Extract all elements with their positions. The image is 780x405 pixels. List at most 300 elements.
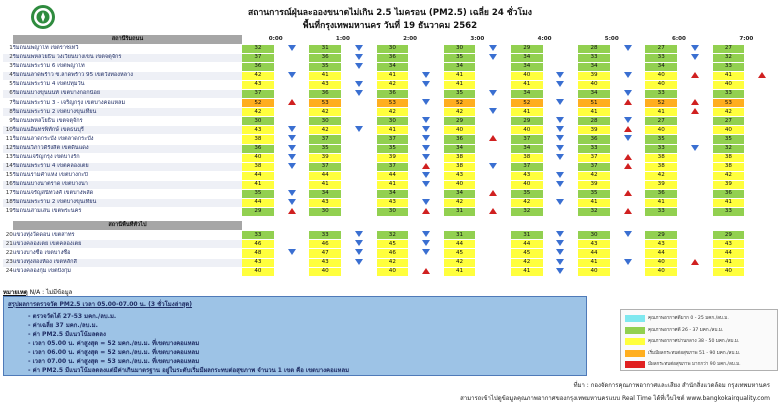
time-header: 1:00 bbox=[309, 35, 376, 45]
trend-cell bbox=[610, 45, 646, 54]
pm25-value: 40 bbox=[578, 267, 610, 276]
pm25-value: 32 bbox=[713, 144, 745, 153]
pm25-value: 36 bbox=[242, 144, 274, 153]
pm25-value: 30 bbox=[578, 231, 610, 240]
legend-label: คุณภาพอากาศดี 26 - 37 มคก./ลบ.ม. bbox=[648, 327, 724, 333]
pm25-value: 41 bbox=[377, 180, 409, 189]
pm25-value: 37 bbox=[578, 162, 610, 171]
pm25-value: 45 bbox=[511, 249, 543, 258]
trend-cell bbox=[274, 81, 310, 90]
trend-cell bbox=[610, 99, 646, 108]
pm25-value: 36 bbox=[377, 90, 409, 99]
pm25-value: 41 bbox=[713, 258, 745, 267]
pm25-value: 42 bbox=[377, 258, 409, 267]
pm25-value: 35 bbox=[511, 189, 543, 198]
pm25-value: 41 bbox=[645, 108, 677, 117]
station-row bbox=[3, 162, 780, 171]
trend-cell bbox=[475, 162, 511, 171]
report-header bbox=[0, 0, 780, 32]
station-row bbox=[3, 249, 780, 258]
time-header: 7:00 bbox=[713, 35, 780, 45]
pm25-value: 34 bbox=[444, 63, 476, 72]
trend-down-icon bbox=[288, 135, 296, 141]
station-name: แขวงบางซื่อ เขตบางซื่อ bbox=[13, 249, 242, 258]
trend-up-icon bbox=[288, 208, 296, 214]
trend-cell bbox=[610, 117, 646, 126]
trend-cell bbox=[610, 72, 646, 81]
trend-down-icon bbox=[624, 90, 632, 96]
station-row bbox=[3, 126, 780, 135]
station-no: 22 bbox=[3, 249, 13, 258]
trend-up-icon bbox=[489, 190, 497, 196]
station-row bbox=[3, 135, 780, 144]
trend-down-icon bbox=[355, 63, 363, 69]
trend-cell bbox=[274, 108, 310, 117]
trend-cell bbox=[341, 144, 377, 153]
realtime-link-text[interactable]: สามารถเข้าไปดูข้อมูลคุณภาพอากาศของกรุงเทพมหานครแบบ Real Time ได้ที่เว็บไซต์ www.bangkokairquality.com bbox=[460, 395, 770, 402]
trend-cell bbox=[408, 207, 444, 216]
legend-item bbox=[625, 348, 773, 360]
pm25-value: 30 bbox=[444, 45, 476, 54]
pm25-value: 38 bbox=[645, 162, 677, 171]
station-no: 6 bbox=[3, 90, 13, 99]
station-row bbox=[3, 81, 780, 90]
pm25-value: 42 bbox=[444, 258, 476, 267]
pm25-value: 52 bbox=[242, 99, 274, 108]
pm25-value: 37 bbox=[511, 135, 543, 144]
trend-cell bbox=[408, 180, 444, 189]
pm25-value: 37 bbox=[309, 162, 341, 171]
summary-line: - ค่า PM2.5 มีแนวโน้มลดลงแต่มีค่าเกินมาตรฐาน อยู่ในระดับเริ่มมีผลกระทบต่อสุขภาพ จำนวน 1 เขต คือ เขตบางคอแหลม bbox=[28, 367, 350, 374]
station-no: 21 bbox=[3, 240, 13, 249]
station-name: แขวงทุ่งสองห้อง เขตหลักสี่ bbox=[13, 258, 242, 267]
pm25-value: 38 bbox=[444, 153, 476, 162]
trend-up-icon bbox=[489, 208, 497, 214]
trend-cell bbox=[744, 207, 780, 216]
trend-down-icon bbox=[624, 117, 632, 123]
pm25-value: 40 bbox=[645, 267, 677, 276]
trend-cell bbox=[475, 207, 511, 216]
station-name: ริมถนนจรัญสนิทวงศ์ เขตบางพลัด bbox=[13, 189, 242, 198]
pm25-value: 40 bbox=[511, 126, 543, 135]
trend-cell bbox=[475, 90, 511, 99]
trend-cell bbox=[744, 249, 780, 258]
trend-cell bbox=[408, 240, 444, 249]
pm25-value: 43 bbox=[309, 81, 341, 90]
pm25-value: 37 bbox=[242, 90, 274, 99]
trend-down-icon bbox=[288, 249, 296, 255]
trend-cell bbox=[475, 126, 511, 135]
trend-up-icon bbox=[288, 99, 296, 105]
pm25-value: 34 bbox=[511, 90, 543, 99]
trend-cell bbox=[408, 45, 444, 54]
trend-cell bbox=[610, 171, 646, 180]
station-row bbox=[3, 99, 780, 108]
summary-line: - ค่า PM2.5 มีแนวโน้มลดลง bbox=[28, 331, 106, 338]
trend-cell bbox=[475, 72, 511, 81]
pm25-value: 33 bbox=[713, 63, 745, 72]
pm25-value: 44 bbox=[713, 249, 745, 258]
trend-cell bbox=[475, 231, 511, 240]
legend-item bbox=[625, 313, 773, 325]
pm25-value: 43 bbox=[645, 240, 677, 249]
trend-up-icon bbox=[691, 72, 699, 78]
trend-cell bbox=[744, 126, 780, 135]
pm25-value: 42 bbox=[242, 108, 274, 117]
pm25-value: 48 bbox=[242, 249, 274, 258]
trend-down-icon bbox=[489, 163, 497, 169]
pm25-value: 37 bbox=[309, 135, 341, 144]
station-row bbox=[3, 45, 780, 54]
trend-up-icon bbox=[624, 208, 632, 214]
legend-label: คุณภาพอากาศปานกลาง 38 - 50 มคก./ลบ.ม. bbox=[648, 339, 740, 345]
trend-cell bbox=[610, 258, 646, 267]
pm25-value: 42 bbox=[578, 171, 610, 180]
station-no: 12 bbox=[3, 144, 13, 153]
trend-cell bbox=[274, 45, 310, 54]
trend-down-icon bbox=[355, 54, 363, 60]
trend-cell bbox=[543, 198, 579, 207]
trend-cell bbox=[274, 144, 310, 153]
trend-down-icon bbox=[355, 45, 363, 51]
pm25-value: 38 bbox=[713, 153, 745, 162]
pm25-value: 42 bbox=[377, 108, 409, 117]
trend-down-icon bbox=[556, 126, 564, 132]
trend-cell bbox=[408, 189, 444, 198]
trend-down-icon bbox=[422, 135, 430, 141]
trend-up-icon bbox=[624, 126, 632, 132]
trend-cell bbox=[341, 99, 377, 108]
section-header-row bbox=[3, 35, 780, 45]
trend-cell bbox=[341, 108, 377, 117]
pm25-value: 40 bbox=[242, 267, 274, 276]
section-header-row bbox=[3, 221, 780, 231]
station-name: ริมถนนพระราม 6 เขตพญาไท bbox=[13, 63, 242, 72]
time-header bbox=[242, 221, 309, 231]
section-no-cell bbox=[3, 221, 13, 231]
legend-swatch bbox=[625, 361, 645, 368]
station-name: ริมถนนบางขุนนนท์ เขตบางกอกน้อย bbox=[13, 90, 242, 99]
trend-cell bbox=[274, 180, 310, 189]
pm25-value: 38 bbox=[645, 153, 677, 162]
trend-cell bbox=[744, 81, 780, 90]
trend-cell bbox=[408, 54, 444, 63]
trend-down-icon bbox=[624, 135, 632, 141]
pm25-value: 33 bbox=[242, 231, 274, 240]
legend-swatch bbox=[625, 315, 645, 322]
trend-down-icon bbox=[288, 45, 296, 51]
trend-cell bbox=[677, 63, 713, 72]
time-header: 5:00 bbox=[578, 35, 645, 45]
trend-cell bbox=[677, 153, 713, 162]
pm25-value: 52 bbox=[645, 99, 677, 108]
pm25-value: 41 bbox=[242, 180, 274, 189]
trend-down-icon bbox=[556, 145, 564, 151]
pm25-value: 41 bbox=[511, 81, 543, 90]
summary-line: - เวลา 05.00 น. ค่าสูงสุด = 52 มคก./ลบ.ม. ที่เขตบางคอแหลม bbox=[28, 340, 200, 347]
legend-item bbox=[625, 359, 773, 371]
pm25-value: 39 bbox=[377, 153, 409, 162]
trend-down-icon bbox=[556, 72, 564, 78]
trend-cell bbox=[744, 189, 780, 198]
pm25-value: 51 bbox=[578, 99, 610, 108]
trend-up-icon bbox=[422, 163, 430, 169]
pm25-value: 28 bbox=[578, 45, 610, 54]
station-row bbox=[3, 240, 780, 249]
trend-cell bbox=[274, 117, 310, 126]
trend-down-icon bbox=[355, 81, 363, 87]
pm25-value: 41 bbox=[578, 108, 610, 117]
pm25-value: 32 bbox=[242, 45, 274, 54]
trend-cell bbox=[744, 135, 780, 144]
trend-down-icon bbox=[691, 145, 699, 151]
trend-up-icon bbox=[691, 108, 699, 114]
trend-cell bbox=[610, 54, 646, 63]
section-title: สถานีพื้นที่ทั่วไป bbox=[13, 221, 242, 231]
trend-cell bbox=[341, 117, 377, 126]
trend-down-icon bbox=[556, 117, 564, 123]
trend-cell bbox=[744, 63, 780, 72]
pm25-value: 32 bbox=[578, 207, 610, 216]
trend-cell bbox=[677, 108, 713, 117]
summary-box bbox=[3, 296, 587, 376]
pm25-value: 43 bbox=[444, 171, 476, 180]
trend-down-icon bbox=[355, 240, 363, 246]
trend-cell bbox=[341, 258, 377, 267]
station-no: 20 bbox=[3, 231, 13, 240]
pm25-value: 44 bbox=[578, 249, 610, 258]
trend-down-icon bbox=[422, 181, 430, 187]
trend-cell bbox=[341, 207, 377, 216]
trend-down-icon bbox=[422, 145, 430, 151]
station-name: ริมถนนอินทรพิทักษ์ เขตธนบุรี bbox=[13, 126, 242, 135]
trend-cell bbox=[543, 117, 579, 126]
pm25-value: 41 bbox=[444, 81, 476, 90]
pm25-value: 41 bbox=[578, 198, 610, 207]
station-no: 15 bbox=[3, 171, 13, 180]
pm25-value: 38 bbox=[713, 162, 745, 171]
trend-cell bbox=[610, 198, 646, 207]
trend-cell bbox=[543, 240, 579, 249]
trend-cell bbox=[610, 180, 646, 189]
pm25-value: 40 bbox=[713, 267, 745, 276]
station-row bbox=[3, 117, 780, 126]
pm25-value: 35 bbox=[309, 144, 341, 153]
trend-down-icon bbox=[489, 45, 497, 51]
station-name: ริมถนนพระราม 4 เขตคลองเตย bbox=[13, 162, 242, 171]
station-row bbox=[3, 258, 780, 267]
pm25-value: 36 bbox=[242, 63, 274, 72]
pm25-value: 39 bbox=[578, 126, 610, 135]
trend-down-icon bbox=[288, 199, 296, 205]
trend-cell bbox=[677, 99, 713, 108]
pm25-value: 43 bbox=[309, 198, 341, 207]
pm25-value: 33 bbox=[645, 144, 677, 153]
pm25-value: 46 bbox=[377, 249, 409, 258]
station-no: 18 bbox=[3, 198, 13, 207]
trend-cell bbox=[610, 90, 646, 99]
trend-cell bbox=[543, 189, 579, 198]
trend-cell bbox=[341, 180, 377, 189]
summary-line: - ค่าเฉลี่ย 37 มคก./ลบ.ม. bbox=[28, 322, 98, 329]
station-name: ริมถนนลาดกระบัง เขตลาดกระบัง bbox=[13, 135, 242, 144]
station-no: 4 bbox=[3, 72, 13, 81]
trend-cell bbox=[274, 267, 310, 276]
station-row bbox=[3, 54, 780, 63]
pm25-value: 29 bbox=[713, 231, 745, 240]
station-row bbox=[3, 153, 780, 162]
pm25-value: 41 bbox=[511, 267, 543, 276]
trend-cell bbox=[543, 162, 579, 171]
station-no: 1 bbox=[3, 45, 13, 54]
pm25-value: 40 bbox=[713, 81, 745, 90]
trend-cell bbox=[408, 198, 444, 207]
trend-cell bbox=[408, 117, 444, 126]
pm25-value: 43 bbox=[377, 198, 409, 207]
pm25-value: 43 bbox=[242, 126, 274, 135]
trend-up-icon bbox=[691, 99, 699, 105]
time-header: 6:00 bbox=[645, 35, 712, 45]
pm25-value: 36 bbox=[444, 135, 476, 144]
trend-cell bbox=[677, 162, 713, 171]
pm25-value: 41 bbox=[377, 126, 409, 135]
pm25-value: 34 bbox=[578, 63, 610, 72]
pm25-value: 40 bbox=[645, 81, 677, 90]
trend-cell bbox=[274, 207, 310, 216]
station-name: ริมถนนสามเสน เขตพระนคร bbox=[13, 207, 242, 216]
trend-down-icon bbox=[489, 54, 497, 60]
trend-cell bbox=[610, 126, 646, 135]
time-header bbox=[578, 221, 645, 231]
trend-cell bbox=[744, 72, 780, 81]
pm25-value: 35 bbox=[713, 135, 745, 144]
pm25-value: 42 bbox=[511, 258, 543, 267]
pm25-value: 42 bbox=[713, 171, 745, 180]
pm25-value: 38 bbox=[242, 135, 274, 144]
trend-cell bbox=[341, 240, 377, 249]
trend-cell bbox=[274, 189, 310, 198]
pm25-value: 29 bbox=[511, 117, 543, 126]
trend-cell bbox=[408, 99, 444, 108]
pm25-value: 41 bbox=[578, 258, 610, 267]
trend-cell bbox=[274, 99, 310, 108]
trend-cell bbox=[543, 81, 579, 90]
pm25-value: 32 bbox=[511, 207, 543, 216]
pm25-value: 34 bbox=[511, 54, 543, 63]
trend-cell bbox=[475, 171, 511, 180]
trend-down-icon bbox=[624, 45, 632, 51]
trend-cell bbox=[677, 126, 713, 135]
station-no: 16 bbox=[3, 180, 13, 189]
trend-down-icon bbox=[422, 117, 430, 123]
trend-down-icon bbox=[624, 72, 632, 78]
trend-cell bbox=[341, 135, 377, 144]
trend-cell bbox=[341, 81, 377, 90]
pm25-value: 53 bbox=[713, 99, 745, 108]
pm25-value: 33 bbox=[645, 207, 677, 216]
trend-cell bbox=[274, 249, 310, 258]
trend-cell bbox=[274, 162, 310, 171]
pm25-value: 44 bbox=[511, 240, 543, 249]
pm25-value: 33 bbox=[645, 54, 677, 63]
trend-down-icon bbox=[556, 249, 564, 255]
pm25-value: 39 bbox=[713, 180, 745, 189]
trend-cell bbox=[610, 108, 646, 117]
source-text: ที่มา : กองจัดการคุณภาพอากาศและเสียง สำนักสิ่งแวดล้อม กรุงเทพมหานคร bbox=[573, 382, 770, 389]
station-name: แขวงทุ่งวัดดอน เขตสาทร bbox=[13, 231, 242, 240]
pm25-value: 36 bbox=[713, 189, 745, 198]
trend-cell bbox=[341, 267, 377, 276]
trend-cell bbox=[475, 249, 511, 258]
trend-cell bbox=[744, 90, 780, 99]
station-name: ริมถนนพญาไท เขตราชเทวี bbox=[13, 45, 242, 54]
pm25-value: 34 bbox=[444, 144, 476, 153]
trend-down-icon bbox=[288, 190, 296, 196]
trend-down-icon bbox=[556, 268, 564, 274]
pm25-value: 39 bbox=[645, 180, 677, 189]
pm25-value: 42 bbox=[713, 108, 745, 117]
pm25-value: 44 bbox=[645, 249, 677, 258]
trend-cell bbox=[610, 135, 646, 144]
station-name: ริมถนนพระราม 2 เขตบางขุนเทียน bbox=[13, 198, 242, 207]
pm25-value: 45 bbox=[444, 249, 476, 258]
trend-cell bbox=[543, 258, 579, 267]
station-name: ริมถนนพหลโยธิน วงเวียนบางเขน เขตจตุจักร bbox=[13, 54, 242, 63]
trend-cell bbox=[408, 126, 444, 135]
pm25-value: 29 bbox=[444, 117, 476, 126]
trend-down-icon bbox=[422, 199, 430, 205]
legend-swatch bbox=[625, 338, 645, 345]
trend-cell bbox=[274, 90, 310, 99]
station-no: 2 bbox=[3, 54, 13, 63]
pm25-value: 36 bbox=[377, 54, 409, 63]
pm25-value: 44 bbox=[444, 240, 476, 249]
trend-cell bbox=[543, 108, 579, 117]
pm25-value: 30 bbox=[377, 117, 409, 126]
pm25-value: 40 bbox=[511, 180, 543, 189]
time-header bbox=[309, 221, 376, 231]
trend-down-icon bbox=[355, 231, 363, 237]
trend-cell bbox=[677, 207, 713, 216]
trend-down-icon bbox=[556, 99, 564, 105]
station-name: ริมถนนพระราม 4 เขตปทุมวัน bbox=[13, 81, 242, 90]
trend-cell bbox=[744, 153, 780, 162]
trend-down-icon bbox=[422, 99, 430, 105]
trend-cell bbox=[677, 144, 713, 153]
trend-cell bbox=[475, 81, 511, 90]
trend-down-icon bbox=[624, 231, 632, 237]
pm25-value: 31 bbox=[444, 231, 476, 240]
trend-cell bbox=[543, 207, 579, 216]
trend-down-icon bbox=[422, 231, 430, 237]
station-row bbox=[3, 267, 780, 276]
trend-cell bbox=[408, 267, 444, 276]
legend-swatch bbox=[625, 327, 645, 334]
trend-cell bbox=[274, 231, 310, 240]
trend-cell bbox=[677, 189, 713, 198]
pm25-value: 41 bbox=[511, 108, 543, 117]
trend-cell bbox=[341, 90, 377, 99]
trend-cell bbox=[543, 90, 579, 99]
pm25-table bbox=[3, 35, 780, 277]
report-title: สถานการณ์ฝุ่นละอองขนาดไม่เกิน 2.5 ไมครอน (PM2.5) เฉลี่ย 24 ชั่วโมง bbox=[248, 8, 532, 18]
trend-cell bbox=[475, 258, 511, 267]
trend-cell bbox=[274, 54, 310, 63]
trend-down-icon bbox=[355, 90, 363, 96]
pm25-value: 35 bbox=[578, 189, 610, 198]
pm25-value: 40 bbox=[645, 258, 677, 267]
trend-cell bbox=[274, 72, 310, 81]
